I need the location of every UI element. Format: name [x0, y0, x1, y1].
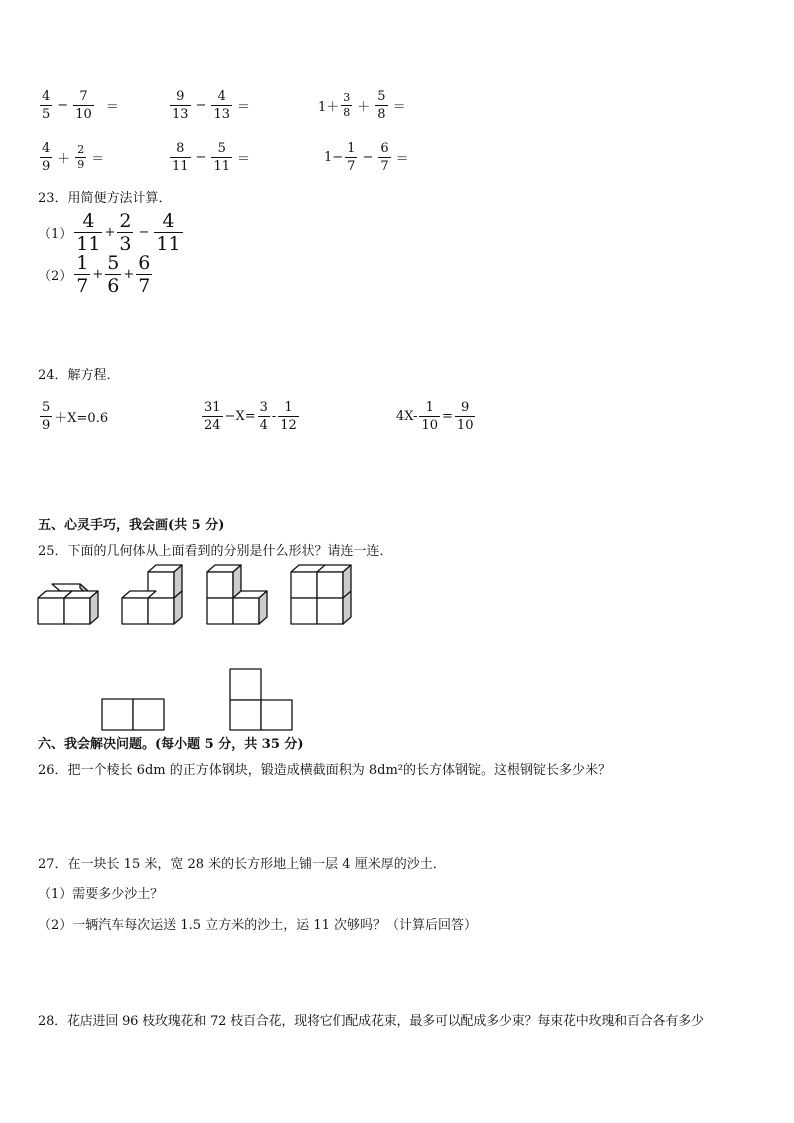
- q23-title: 23．用简便方法计算．: [38, 191, 172, 206]
- fraction-expr-3: 1＋ $\frac{3}{8}$ ＋ $\frac{5}{8}$ ＝: [318, 89, 406, 122]
- q23-part1: （1） $\frac{4}{11}$ + $\frac{2}{3}$ − $\frac{4}{11}$: [38, 210, 181, 255]
- fraction-expr-6: 1− $\frac{1}{7}$ − $\frac{6}{7}$ ＝: [324, 141, 409, 174]
- fraction-expr-2: $\frac{9}{13}$ − $\frac{4}{13}$ ＝: [172, 89, 251, 122]
- equation-2: $\frac{31}{24}$ −X= $\frac{3}{4}$ - $\frac{1}{12}$: [204, 400, 297, 433]
- section-5-heading: 五、心灵手巧，我会画(共 5 分): [38, 518, 225, 533]
- fraction-expr-5: $\frac{8}{11}$ − $\frac{5}{11}$ ＝: [172, 141, 251, 174]
- q25-title: 25．下面的几何体从上面看到的分别是什么形状？请连一连．: [38, 544, 393, 559]
- solid-shape-1: [38, 584, 98, 624]
- solid-shape-2: [122, 565, 182, 624]
- q26-text: 26．把一个棱长 6dm 的正方体钢块，锻造成横截面积为 8dm²的长方体钢锭。这根钢锭长多少米？: [38, 763, 611, 778]
- section-6-heading: 六、我会解决问题。(每小题 5 分，共 35 分): [38, 737, 304, 752]
- top-view-l-shape: [230, 669, 292, 730]
- q24-title: 24．解方程．: [38, 368, 120, 383]
- q27-title: 27．在一块长 15 米，宽 28 米的长方形地上铺一层 4 厘米厚的沙土．: [38, 857, 446, 872]
- q28-text: 28．花店进回 96 枝玫瑰花和 72 枝百合花，现将它们配成花束，最多可以配成多少束？每束花中玫瑰和百合各有多少: [38, 1014, 704, 1029]
- q27-part2: （2）一辆汽车每次运送 1.5 立方米的沙土，运 11 次够吗？（计算后回答）: [38, 918, 478, 933]
- q27-part1: （1）需要多少沙土？: [38, 887, 164, 902]
- equation-1: $\frac{5}{9}$ ＋X=0.6: [42, 400, 109, 433]
- top-view-two-squares: [102, 699, 164, 730]
- equation-3: 4X- $\frac{1}{10}$ = $\frac{9}{10}$: [396, 400, 474, 433]
- fraction-expr-1: $\frac{4}{5}$ − $\frac{7}{10}$ ＝: [42, 89, 119, 122]
- fraction-expr-4: $\frac{4}{9}$ ＋ $\frac{2}{9}$ ＝: [42, 141, 105, 174]
- solid-shape-4: [291, 565, 351, 624]
- q23-part2: （2） $\frac{1}{7}$ + $\frac{5}{6}$ + $\frac{6}{7}$: [38, 252, 151, 297]
- solid-shape-3: [207, 565, 267, 624]
